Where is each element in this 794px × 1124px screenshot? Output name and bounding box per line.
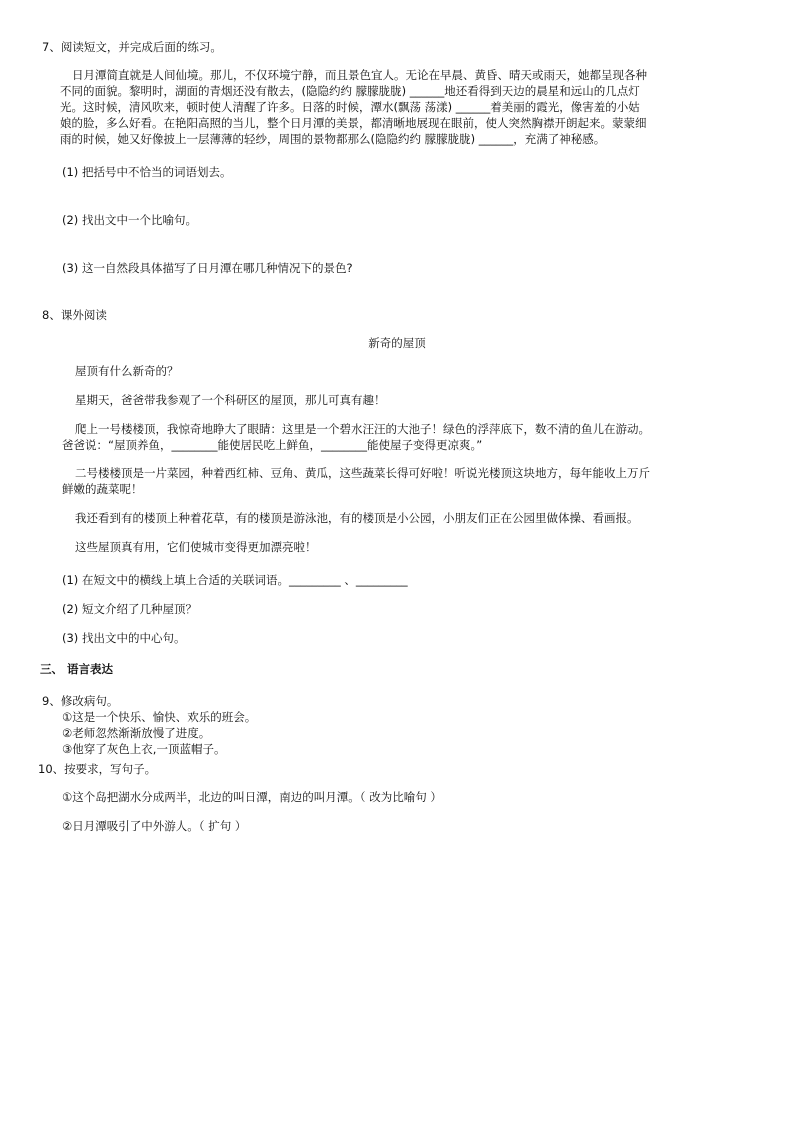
story-paragraph: 星期天，爸爸带我参观了一个科研区的屋顶，那儿可真有趣！ (75, 393, 386, 407)
q8-subquestion-1: (1) 在短文中的横线上填上合适的关联词语。_________ 、_________ (62, 573, 408, 587)
q8-subquestion-2: (2) 短文介绍了几种屋顶？ (62, 602, 197, 616)
story-paragraph: 爸爸说：“屋顶养鱼，________能使居民吃上鲜鱼，________能使屋子变得更凉爽。” (62, 438, 483, 452)
q7-subquestion-2: (2) 找出文中一个比喻句。 (62, 213, 197, 227)
passage-line: 日月潭简直就是人间仙境。那儿，不仅环境宁静，而且景色宜人。无论在早晨、黄昏、晴天或雨天，她都呈现各种 (72, 68, 647, 82)
story-paragraph: 二号楼楼顶是一片菜园，种着西红柿、豆角、黄瓜，这些蔬菜长得可好啦！听说光楼顶这块地方，每年能收上万斤 (75, 466, 650, 480)
passage-line: 雨的时候，她又好像披上一层薄薄的轻纱，周围的景物都那么(隐隐约约 朦朦胧胧) ______，充满了神秘感。 (60, 132, 606, 146)
q7-subquestion-1: (1) 把括号中不恰当的词语划去。 (62, 165, 232, 179)
question-8-title: 8、课外阅读 (42, 308, 107, 322)
section-heading: 三、 语言表达 (40, 662, 114, 676)
passage-line: 不同的面貌。黎明时，湖面的青烟还没有散去，(隐隐约约 朦朦胧胧) ______地还看得到天边的晨星和远山的几点灯 (60, 84, 640, 98)
q10-item-1: ①这个岛把湖水分成两半，北边的叫日潭，南边的叫月潭。（ 改为比喻句 ） (62, 790, 442, 804)
q10-item-2: ②日月潭吸引了中外游人。（ 扩句 ） (62, 819, 247, 833)
question-9-title: 9、修改病句。 (42, 694, 119, 708)
question-10-title: 10、按要求，写句子。 (38, 762, 157, 776)
question-7-title: 7、阅读短文，并完成后面的练习。 (42, 40, 222, 54)
story-paragraph: 我还看到有的楼顶上种着花草，有的楼顶是游泳池，有的楼顶是小公园，小朋友们正在公园里做体操、看画报。 (75, 511, 639, 525)
q8-subquestion-3: (3) 找出文中的中心句。 (62, 631, 186, 645)
passage-line: 光。这时候，清风吹来，顿时使人清醒了许多。日落的时候，潭水(飘荡 荡漾) ______着美丽的霞光，像害羞的小姑 (60, 100, 640, 114)
q7-subquestion-3: (3) 这一自然段具体描写了日月潭在哪几种情况下的景色? (62, 261, 353, 275)
story-paragraph: 屋顶有什么新奇的？ (75, 364, 179, 378)
story-paragraph: 这些屋顶真有用，它们使城市变得更加漂亮啦！ (75, 540, 317, 554)
passage-line: 娘的脸，多么好看。在艳阳高照的当儿，整个日月潭的美景，都清晰地展现在眼前，使人突然胸襟开朗起来。蒙蒙细 (60, 116, 647, 130)
sentence-item: ②老师忽然渐渐放慢了进度。 (62, 726, 211, 740)
story-title: 新奇的屋顶 (368, 336, 426, 350)
sentence-item: ①这是一个快乐、愉快、欢乐的班会。 (62, 710, 257, 724)
story-paragraph: 鲜嫩的蔬菜呢！ (62, 482, 143, 496)
sentence-item: ③他穿了灰色上衣,一顶蓝帽子。 (62, 742, 226, 756)
story-paragraph: 爬上一号楼楼顶，我惊奇地睁大了眼睛：这里是一个碧水汪汪的大池子！绿色的浮萍底下，数不清的鱼儿在游动。 (75, 422, 650, 436)
